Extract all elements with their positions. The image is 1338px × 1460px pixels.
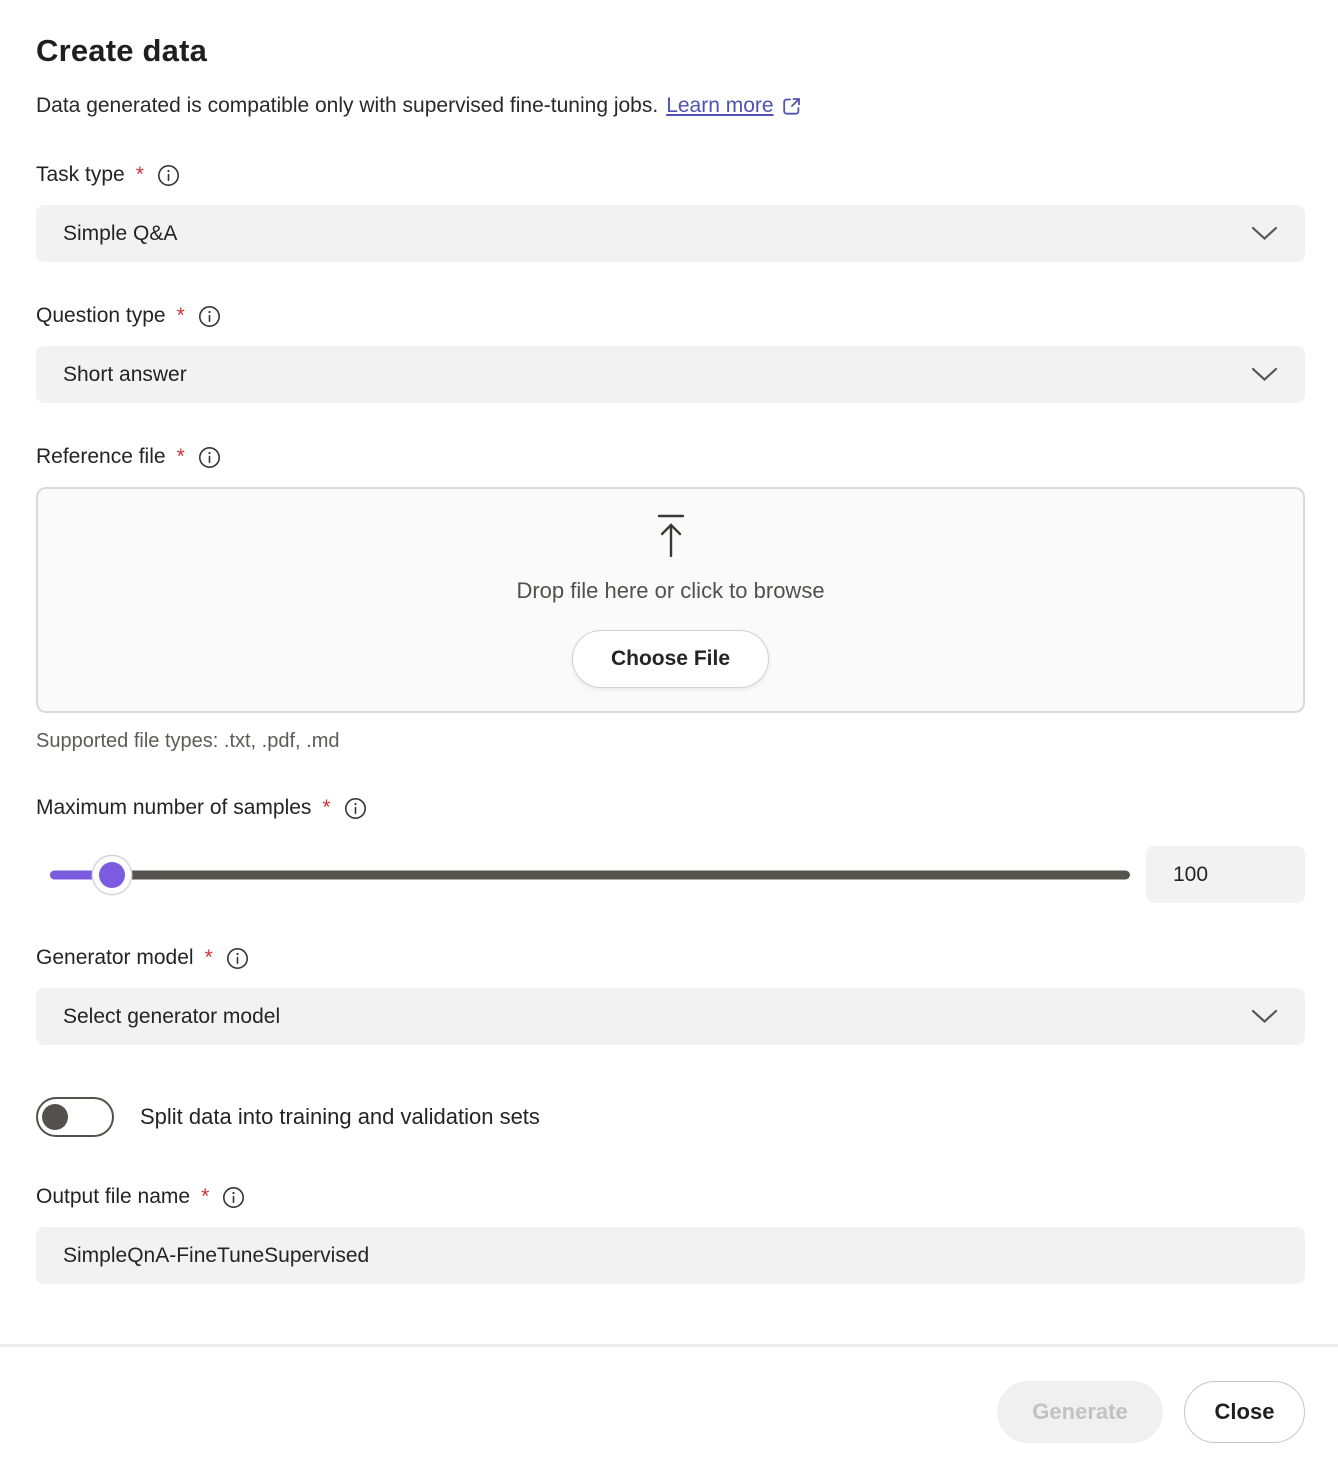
info-icon[interactable]	[198, 446, 221, 469]
required-marker: *	[201, 1185, 210, 1208]
generator-model-select[interactable]	[36, 988, 1305, 1045]
task-type-select[interactable]	[36, 205, 1305, 262]
max-samples-value-box[interactable]	[1146, 846, 1305, 903]
slider-thumb[interactable]	[99, 862, 125, 888]
split-toggle-label: Split data into training and validation sets	[140, 1104, 540, 1129]
close-button[interactable]: Close	[1184, 1381, 1305, 1443]
chevron-down-icon	[1251, 226, 1278, 241]
required-marker: *	[176, 304, 185, 327]
required-marker: *	[322, 796, 331, 819]
required-marker: *	[176, 445, 185, 468]
generator-model-label: Generator model	[36, 946, 194, 969]
info-icon[interactable]	[344, 797, 367, 820]
max-samples-value: 100	[1173, 862, 1209, 886]
output-file-label-row	[36, 1185, 1305, 1209]
question-type-value: Short answer	[63, 362, 187, 386]
external-link-icon[interactable]	[781, 96, 802, 117]
max-samples-label: Maximum number of samples	[36, 796, 312, 819]
chevron-down-icon	[1251, 367, 1278, 382]
slider-track[interactable]	[50, 870, 1130, 879]
info-icon[interactable]	[157, 164, 180, 187]
max-samples-row	[36, 846, 1305, 903]
drop-text: Drop file here or click to browse	[516, 577, 825, 603]
max-samples-slider[interactable]	[36, 846, 1130, 903]
reference-file-label-row	[36, 445, 1305, 469]
info-icon[interactable]	[222, 1186, 245, 1209]
info-icon[interactable]	[198, 305, 221, 328]
description	[36, 94, 1305, 118]
generator-model-value: Select generator model	[63, 1004, 281, 1028]
task-type-label-row	[36, 163, 1305, 187]
question-type-label: Question type	[36, 304, 166, 327]
file-dropzone[interactable]	[36, 487, 1305, 713]
page-title: Create data	[36, 33, 208, 68]
reference-file-label: Reference file	[36, 445, 166, 468]
upload-arrow-icon	[650, 513, 692, 564]
task-type-value: Simple Q&A	[63, 221, 178, 245]
info-icon[interactable]	[226, 947, 249, 970]
supported-file-types: Supported file types: .txt, .pdf, .md	[36, 730, 340, 752]
chevron-down-icon	[1251, 1009, 1278, 1024]
split-toggle-row	[36, 1097, 1305, 1137]
output-file-name-input[interactable]	[36, 1227, 1305, 1284]
question-type-label-row	[36, 304, 1305, 328]
description-text: Data generated is compatible only with supervised fine-tuning jobs.	[36, 94, 659, 117]
toggle-knob	[42, 1104, 68, 1130]
output-file-label: Output file name	[36, 1185, 191, 1208]
task-type-label: Task type	[36, 163, 125, 186]
max-samples-label-row	[36, 796, 1305, 820]
generate-button[interactable]: Generate	[997, 1381, 1163, 1443]
footer-actions	[997, 1381, 1305, 1443]
split-data-toggle[interactable]	[36, 1097, 114, 1137]
choose-file-button[interactable]: Choose File	[572, 630, 769, 688]
footer-divider	[0, 1344, 1338, 1347]
required-marker: *	[204, 946, 213, 969]
learn-more-link[interactable]: Learn more	[666, 94, 774, 117]
generator-model-label-row	[36, 946, 1305, 970]
question-type-select[interactable]	[36, 346, 1305, 403]
required-marker: *	[135, 163, 144, 186]
